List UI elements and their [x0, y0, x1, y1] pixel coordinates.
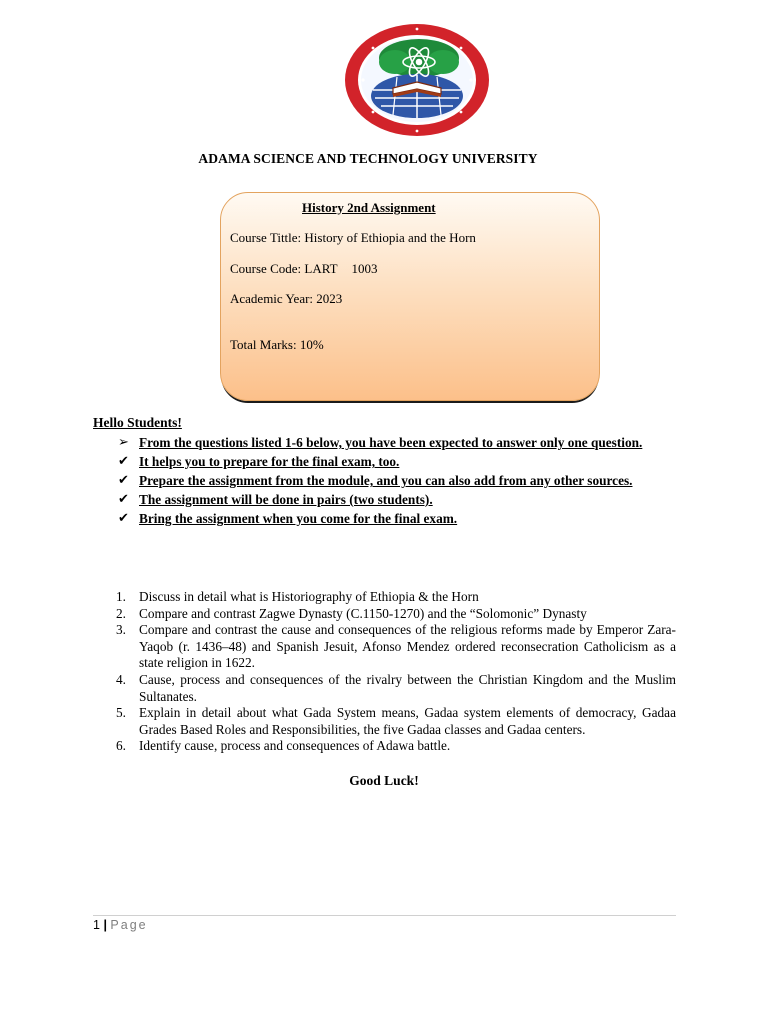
page-footer — [93, 918, 148, 932]
instruction-text: Bring the assignment when you come for the final exam. — [139, 511, 458, 526]
question-text: Explain in detail about what Gada System means, Gadaa system elements of democracy, Gadaa Grades Based Roles and Responsibilities, the five Gadaa classes and Gadaa centers. — [139, 705, 676, 737]
course-code-label: Course Code: LART — [230, 261, 338, 276]
checkmark-icon: ✔ — [118, 454, 129, 469]
page-label: Page — [110, 918, 148, 932]
question-text: Compare and contrast Zagwe Dynasty (C.1150-1270) and the “Solomonic” Dynasty — [139, 605, 587, 621]
question-number: 1. — [116, 589, 126, 604]
footer-divider — [93, 915, 676, 916]
question-number: 2. — [116, 605, 126, 621]
question-text: Compare and contrast the cause and consequences of the religious reforms made by Emperor Zara-Yaqob (r. 1436–48) and Spanish Jesuit, Afonso Mendez ordered reconsecration Catholicism as a state religion in 1622. — [139, 622, 676, 671]
checkmark-icon: ✔ — [118, 511, 129, 526]
university-logo — [343, 22, 491, 138]
instruction-item — [118, 452, 676, 471]
instruction-item — [118, 509, 676, 528]
course-code-number: 1003 — [351, 261, 378, 276]
globe-icon — [371, 74, 463, 118]
instruction-list — [118, 433, 676, 528]
question-item — [116, 606, 676, 623]
question-item — [116, 672, 676, 705]
question-item — [116, 705, 676, 738]
university-seal — [343, 22, 491, 138]
course-code — [230, 261, 378, 277]
assignment-title: History 2nd Assignment — [302, 200, 436, 215]
question-item — [116, 622, 676, 672]
question-item — [116, 589, 676, 606]
instruction-item — [118, 490, 676, 509]
instruction-item — [118, 433, 676, 452]
instruction-text: It helps you to prepare for the final exam, too. — [139, 454, 400, 469]
instruction-text: Prepare the assignment from the module, and you can also add from any other sources. — [139, 473, 633, 488]
question-text: Cause, process and consequences of the rivalry between the Christian Kingdom and the Muslim Sultanates. — [139, 671, 676, 704]
arrow-bullet-icon: ➢ — [118, 435, 129, 450]
assignment-info-box — [220, 192, 600, 401]
question-list — [116, 589, 676, 755]
closing-message: Good Luck! — [349, 773, 419, 788]
instruction-text: The assignment will be done in pairs (two students). — [139, 492, 433, 507]
question-number: 3. — [116, 622, 126, 638]
instruction-item — [118, 471, 676, 490]
question-number: 5. — [116, 705, 126, 721]
question-text: Discuss in detail what is Historiography of Ethiopia & the Horn — [139, 589, 479, 604]
page-separator: | — [103, 918, 107, 932]
academic-year: Academic Year: 2023 — [230, 291, 343, 306]
instruction-text: From the questions listed 1-6 below, you have been expected to answer only one question. — [139, 435, 643, 450]
checkmark-icon: ✔ — [118, 473, 129, 488]
question-item — [116, 738, 676, 755]
university-name: ADAMA SCIENCE AND TECHNOLOGY UNIVERSITY — [198, 151, 538, 166]
total-marks: Total Marks: 10% — [230, 337, 324, 352]
greeting: Hello Students! — [93, 415, 182, 430]
checkmark-icon: ✔ — [118, 492, 129, 507]
question-number: 6. — [116, 738, 126, 754]
course-title: Course Tittle: History of Ethiopia and the Horn — [230, 230, 476, 245]
page-number: 1 — [93, 918, 100, 932]
question-number: 4. — [116, 671, 126, 687]
question-text: Identify cause, process and consequences of Adawa battle. — [139, 738, 451, 754]
